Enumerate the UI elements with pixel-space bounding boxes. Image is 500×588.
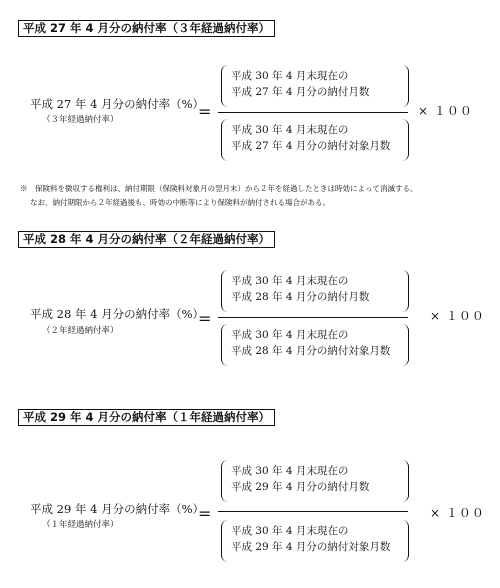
numerator-line2-fy27: 平成 27 年 4 月分の納付月数 (231, 86, 370, 98)
fraction-bar-fy27 (218, 112, 408, 113)
equals-sign-fy29: = (198, 504, 212, 523)
footnote-line2: なお、納付期限から２年経過後も、時効の中断等により保険料が納付される場合がある。 (30, 198, 330, 207)
formula-sublabel-fy27: （３年経過納付率） (42, 115, 119, 125)
numerator-line2-fy29: 平成 29 年 4 月分の納付月数 (231, 481, 370, 493)
section-heading-fy28: 平成 28 年 4 月分の納付率（２年経過納付率） (18, 231, 275, 248)
formula-label-fy27: 平成 27 年 4 月分の納付率（%） (30, 97, 204, 111)
denominator-line1-fy28: 平成 30 年 4 月末現在の (231, 329, 349, 341)
fraction-bar-fy28 (218, 317, 408, 318)
multiplier-fy28: × １００ (430, 309, 485, 323)
section-heading-fy27: 平成 27 年 4 月分の納付率（３年経過納付率） (18, 20, 275, 37)
fraction-bar-fy29 (218, 511, 408, 512)
numerator-line1-fy28: 平成 30 年 4 月末現在の (231, 275, 349, 287)
denominator-line1-fy29: 平成 30 年 4 月末現在の (231, 525, 349, 537)
formula-label-fy28: 平成 28 年 4 月分の納付率（%） (30, 307, 204, 321)
formula-label-fy29: 平成 29 年 4 月分の納付率（%） (30, 502, 204, 516)
formula-sublabel-fy28: （２年経過納付率） (42, 326, 119, 336)
multiplier-fy27: × １００ (418, 104, 473, 118)
numerator-line2-fy28: 平成 28 年 4 月分の納付月数 (231, 291, 370, 303)
multiplier-fy29: × １００ (430, 506, 485, 520)
denominator-line2-fy29: 平成 29 年 4 月分の納付対象月数 (231, 541, 391, 553)
denominator-line2-fy27: 平成 27 年 4 月分の納付対象月数 (231, 140, 391, 152)
equals-sign-fy27: = (198, 102, 212, 121)
denominator-line2-fy28: 平成 28 年 4 月分の納付対象月数 (231, 345, 391, 357)
section-heading-fy29: 平成 29 年 4 月分の納付率（１年経過納付率） (18, 409, 275, 426)
numerator-line1-fy27: 平成 30 年 4 月末現在の (231, 70, 349, 82)
formula-sublabel-fy29: （１年経過納付率） (42, 520, 119, 530)
footnote-line1: ※ 保険料を徴収する権利は、納付期限（保険料対象月の翌月末）から２年を経過したときは時効によって消滅する。 (20, 184, 418, 193)
numerator-line1-fy29: 平成 30 年 4 月末現在の (231, 465, 349, 477)
denominator-line1-fy27: 平成 30 年 4 月末現在の (231, 124, 349, 136)
equals-sign-fy28: = (198, 309, 212, 328)
